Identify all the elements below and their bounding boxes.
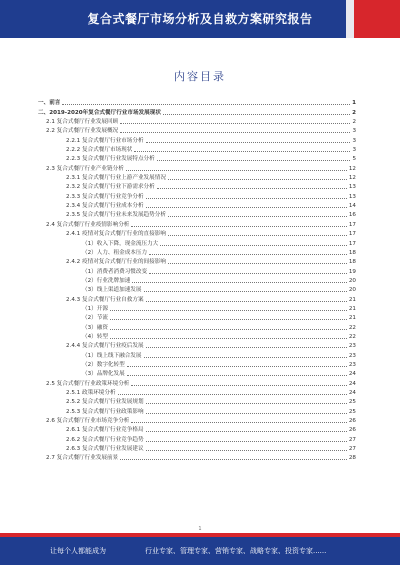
toc-leader-dots: [163, 114, 350, 115]
toc-leader-dots: [157, 160, 351, 161]
toc-entry-page: 2: [352, 109, 356, 116]
toc-entry-page: 23: [348, 343, 356, 350]
toc-leader-dots: [110, 329, 347, 330]
toc-leader-dots: [149, 273, 347, 274]
toc-entry-page: 3: [352, 128, 356, 135]
toc-entry-label: （1）线上线下融合发展: [82, 352, 142, 359]
toc-leader-dots: [168, 235, 347, 236]
toc-entry-label: （1）消费者消费习惯改变: [82, 268, 148, 275]
toc-entry[interactable]: [38, 154, 356, 163]
toc-entry[interactable]: [38, 341, 356, 350]
toc-leader-dots: [146, 450, 347, 451]
toc-entry-label: （3）融资: [82, 324, 108, 331]
toc-leader-dots: [131, 226, 346, 227]
toc-leader-dots: [120, 459, 347, 460]
footer-right-text: 行业专家、管理专家、营销专家、战略专家、投资专家......: [145, 547, 327, 555]
toc-entry[interactable]: [38, 238, 356, 247]
toc-leader-dots: [127, 366, 347, 367]
toc-entry-label: 2.2.2 复合式餐厅市场现状: [66, 147, 133, 154]
toc-entry-label: （3）线上渠道加速发展: [82, 287, 142, 294]
toc-entry[interactable]: [38, 163, 356, 172]
toc-entry-label: 2.6.2 复合式餐厅行业竞争趋势: [66, 436, 144, 443]
toc-entry-page: 27: [348, 446, 356, 453]
toc-entry-label: 二、2019-2020年复合式餐厅行业市场发展现状: [38, 109, 161, 116]
toc-entry[interactable]: [38, 388, 356, 397]
toc-leader-dots: [146, 403, 347, 404]
toc-entry-page: 12: [348, 165, 356, 172]
toc-entry-page: 23: [348, 361, 356, 368]
toc-entry[interactable]: [38, 350, 356, 359]
toc-leader-dots: [131, 385, 346, 386]
toc-entry-page: 12: [348, 175, 356, 182]
toc-entry-page: 18: [348, 259, 356, 266]
toc-entry-label: （2）节流: [82, 315, 108, 322]
toc-entry[interactable]: [38, 126, 356, 135]
toc-entry-page: 26: [348, 418, 356, 425]
toc-entry-page: 21: [348, 305, 356, 312]
toc-leader-dots: [131, 422, 346, 423]
toc-entry[interactable]: [38, 266, 356, 275]
toc-entry[interactable]: [38, 360, 356, 369]
toc-entry-page: 3: [352, 137, 356, 144]
toc-entry-label: 2.4 复合式餐厅行业疫情影响分析: [46, 221, 130, 228]
toc-entry-page: 21: [348, 315, 356, 322]
toc-entry-label: 2.2.3 复合式餐厅行业发展特点分析: [66, 156, 155, 163]
toc-entry-label: 2.3.1 复合式餐厅行业上游产业发展情况: [66, 175, 166, 182]
toc-entry-page: 22: [348, 324, 356, 331]
toc-entry-page: 18: [348, 249, 356, 256]
toc-entry[interactable]: [38, 135, 356, 144]
toc-entry[interactable]: [38, 444, 356, 453]
toc-leader-dots: [149, 254, 347, 255]
toc-entry[interactable]: [38, 182, 356, 191]
toc-entry[interactable]: [38, 322, 356, 331]
toc-entry-label: 2.7 复合式餐厅行业发展前景: [46, 455, 119, 462]
toc-leader-dots: [62, 104, 350, 105]
toc-entry-page: 17: [348, 221, 356, 228]
toc-entry[interactable]: [38, 369, 356, 378]
toc-leader-dots: [127, 375, 347, 376]
toc-leader-dots: [144, 291, 347, 292]
toc-leader-dots: [120, 123, 350, 124]
toc-leader-dots: [146, 301, 347, 302]
toc-leader-dots: [110, 319, 347, 320]
page-number: 1: [198, 526, 202, 532]
toc-entry[interactable]: [38, 425, 356, 434]
toc-entry-page: 13: [348, 184, 356, 191]
toc-entry-page: 14: [348, 203, 356, 210]
toc-entry-page: 16: [348, 212, 356, 219]
toc-entry-page: 20: [348, 277, 356, 284]
toc-entry-label: （1）开源: [82, 305, 108, 312]
header-light-stripe: [346, 0, 354, 38]
toc-entry[interactable]: [38, 313, 356, 322]
toc-leader-dots: [168, 216, 347, 217]
toc-entry-label: 2.5.3 复合式餐厅行业政策影响: [66, 408, 144, 415]
toc-entry[interactable]: [38, 276, 356, 285]
toc-entry-label: （4）转型: [82, 333, 108, 340]
toc-leader-dots: [146, 431, 347, 432]
toc-entry-label: 2.3 复合式餐厅行业产业链分析: [46, 165, 124, 172]
toc-entry-page: 26: [348, 427, 356, 434]
toc-entry-page: 24: [348, 371, 356, 378]
toc-entry-label: 2.6.3 复合式餐厅行业发展建议: [66, 446, 144, 453]
toc-entry-label: 一、前言: [38, 100, 61, 107]
toc-entry-page: 22: [348, 333, 356, 340]
toc-entry[interactable]: [38, 248, 356, 257]
document-title: 复合式餐厅市场分析及自救方案研究报告: [87, 12, 313, 26]
toc-entry-label: （2）数字化转型: [82, 361, 125, 368]
toc-entry[interactable]: [38, 397, 356, 406]
toc-entry[interactable]: [38, 378, 356, 387]
toc-entry[interactable]: [38, 107, 356, 116]
toc-entry-page: 19: [348, 268, 356, 275]
toc-entry[interactable]: [38, 98, 356, 107]
toc-entry[interactable]: [38, 201, 356, 210]
toc-entry[interactable]: [38, 294, 356, 303]
toc-entry-page: 25: [348, 399, 356, 406]
toc-entry-page: 17: [348, 231, 356, 238]
toc-entry-label: 2.3.2 复合式餐厅行业下游需求分析: [66, 184, 155, 191]
toc-entry[interactable]: [38, 229, 356, 238]
toc-leader-dots: [110, 338, 347, 339]
toc-entry-label: 2.4.1 疫情对复合式餐厅行业的直接影响: [66, 231, 166, 238]
toc-leader-dots: [132, 282, 347, 283]
toc-entry-label: 2.4.2 疫情对复合式餐厅行业的间接影响: [66, 259, 166, 266]
toc-entry-label: 2.6 复合式餐厅行业市场竞争分析: [46, 418, 130, 425]
footer-left-text: 让每个人都能成为: [50, 547, 106, 555]
toc-entry-label: （3）品牌化发展: [82, 371, 125, 378]
toc-entry[interactable]: [38, 210, 356, 219]
toc-leader-dots: [120, 132, 350, 133]
toc-entry[interactable]: [38, 191, 356, 200]
toc-entry-page: 2: [352, 119, 356, 126]
toc-entry-label: 2.2.1 复合式餐厅行业市场分析: [66, 137, 144, 144]
toc-entry[interactable]: [38, 117, 356, 126]
toc-entry[interactable]: [38, 434, 356, 443]
toc-entry[interactable]: [38, 219, 356, 228]
toc-leader-dots: [146, 207, 347, 208]
toc-entry-page: 5: [352, 156, 356, 163]
toc-entry-page: 17: [348, 240, 356, 247]
toc-entry-label: 2.5.1 政策环境分析: [66, 390, 116, 396]
toc-leader-dots: [146, 347, 347, 348]
toc-leader-dots: [168, 179, 347, 180]
toc-entry-label: 2.6.1 复合式餐厅行业竞争格局: [66, 427, 144, 434]
toc-entry-page: 3: [352, 147, 356, 154]
toc-entry-label: 2.5.2 复合式餐厅行业发展规划: [66, 399, 144, 406]
toc-entry-label: （2）人力、租金成本压力: [82, 249, 148, 256]
toc-leader-dots: [146, 441, 347, 442]
toc-entry-page: 24: [348, 390, 356, 396]
toc-entry-page: 25: [348, 408, 356, 415]
toc-leader-dots: [134, 151, 350, 152]
toc-leader-dots: [110, 310, 347, 311]
toc-leader-dots: [160, 245, 347, 246]
toc-entry[interactable]: [38, 173, 356, 182]
toc-entry-page: 24: [348, 380, 356, 387]
toc-entry-label: （1）收入下降，现金流压力大: [82, 240, 159, 247]
footer-bar: [0, 537, 400, 565]
toc-entry-page: 28: [348, 455, 356, 462]
toc-entry-label: 2.1 复合式餐厅行业发展回顾: [46, 119, 119, 126]
toc-entry[interactable]: [38, 416, 356, 425]
toc-entry[interactable]: [38, 406, 356, 415]
toc-entry-label: 2.2 复合式餐厅行业发展概况: [46, 128, 119, 135]
table-of-contents: [38, 98, 356, 462]
toc-entry[interactable]: [38, 332, 356, 341]
header-bar: [0, 0, 400, 38]
toc-leader-dots: [126, 170, 347, 171]
toc-entry-page: 21: [348, 296, 356, 303]
toc-entry-page: 23: [348, 352, 356, 359]
toc-leader-dots: [146, 413, 347, 414]
toc-entry-page: 20: [348, 287, 356, 294]
header-red-stripe: [354, 0, 400, 38]
toc-entry-label: 2.3.5 复合式餐厅行业未来发展趋势分析: [66, 212, 166, 219]
toc-entry[interactable]: [38, 145, 356, 154]
toc-entry-label: 2.5 复合式餐厅行业政策环境分析: [46, 380, 130, 387]
toc-leader-dots: [118, 394, 347, 395]
toc-entry-page: 1: [352, 100, 356, 107]
toc-entry[interactable]: [38, 304, 356, 313]
toc-entry-label: 2.4.4 复合式餐厅行业疫后发展: [66, 343, 144, 350]
toc-leader-dots: [168, 263, 347, 264]
toc-entry-page: 13: [348, 193, 356, 200]
toc-entry-label: 2.3.4 复合式餐厅行业成本分析: [66, 203, 144, 210]
toc-leader-dots: [146, 142, 351, 143]
toc-entry[interactable]: [38, 285, 356, 294]
toc-leader-dots: [144, 357, 347, 358]
toc-entry[interactable]: [38, 257, 356, 266]
toc-heading: 内容目录: [174, 70, 226, 83]
toc-entry-label: （2）行业洗牌加速: [82, 277, 131, 284]
toc-leader-dots: [157, 188, 347, 189]
toc-entry-label: 2.3.3 复合式餐厅行业竞争分析: [66, 193, 144, 200]
toc-entry-label: 2.4.3 复合式餐厅行业自救方案: [66, 296, 144, 303]
toc-entry-page: 27: [348, 436, 356, 443]
toc-entry[interactable]: [38, 453, 356, 462]
toc-leader-dots: [146, 198, 347, 199]
